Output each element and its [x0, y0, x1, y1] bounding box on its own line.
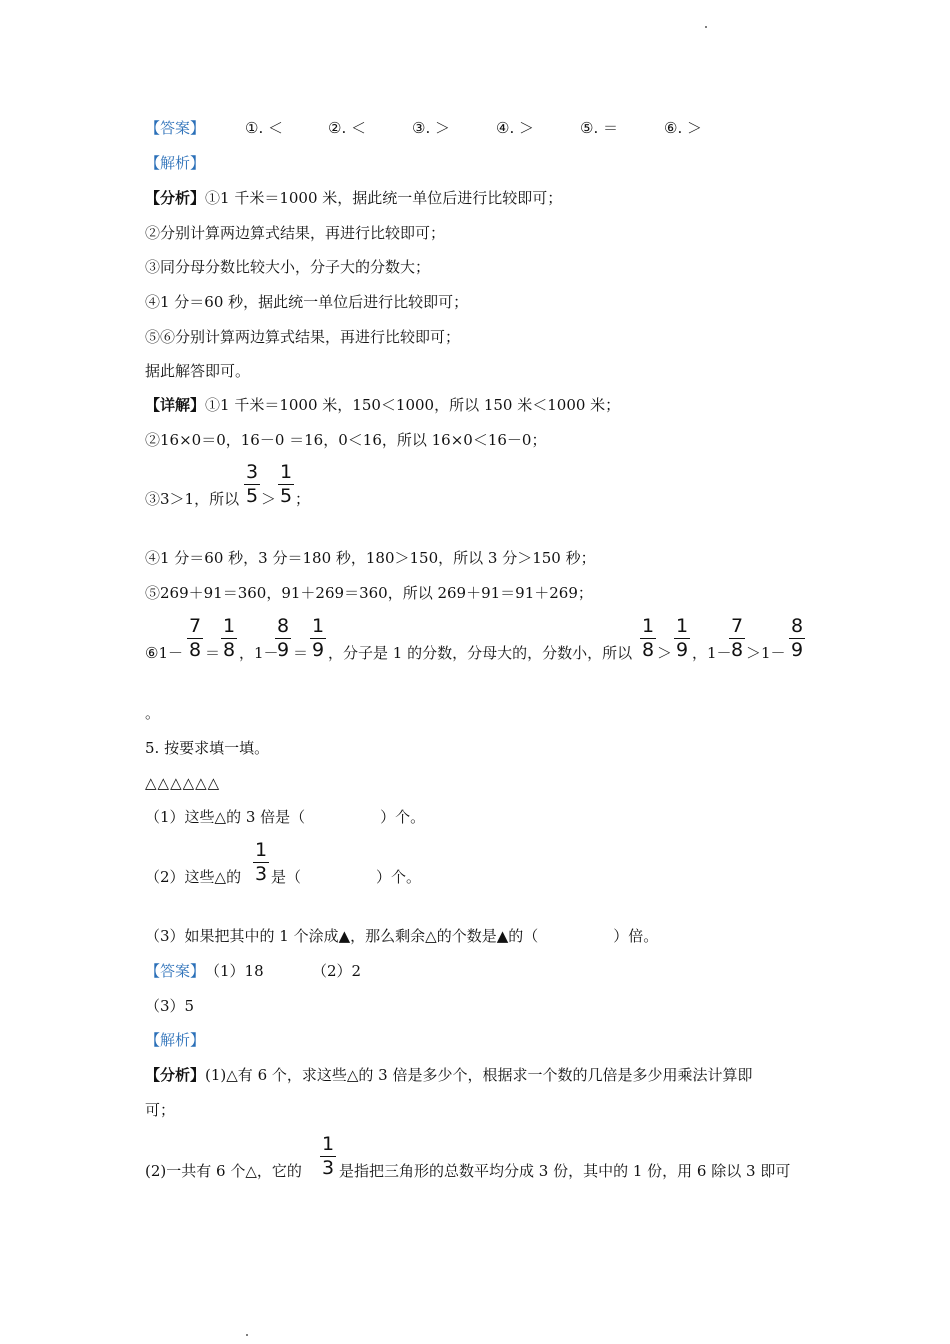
xj6-part-g: ，1－ — [692, 644, 732, 662]
xj6-part-h: ＞1－ — [746, 644, 786, 662]
xj6-part-c: ，1－ — [239, 644, 279, 662]
xiangjie-tag: 【详解】 — [145, 396, 206, 414]
fraction-1-3-analysis: $\frac{1}{3}$ — [321, 1133, 335, 1179]
xj6-part-d: ＝ — [293, 644, 309, 662]
answer-tag: 【答案】 — [145, 119, 206, 137]
fenxi-tag: 【分析】 — [145, 189, 206, 207]
fenxi-line-1 — [145, 188, 562, 208]
xj6-part-e: ，分子是 1 的分数，分母大的，分数小，所以 — [328, 644, 633, 662]
fraction-1-8-a: $\frac{1}{8}$ — [222, 615, 236, 661]
fraction-7-8: $\frac{7}{8}$ — [188, 615, 202, 661]
xiangjie-end: 。 — [145, 704, 161, 722]
xj6-part-a: ⑥1－ — [145, 644, 183, 662]
xiangjie-line-2: ②16×0＝0，16－0 ＝16，0＜16，所以 16×0＜16－0； — [145, 431, 547, 449]
answer-2: ②. ＜ — [328, 119, 366, 137]
q5-fenxi-text-1: (1)△有 6 个，求这些△的 3 倍是多少个，根据求一个数的几倍是多少用乘法计算即 — [205, 1066, 753, 1084]
xiangjie-line-3-gt: ＞ — [261, 490, 277, 508]
fraction-3-5: $\frac{3}{5}$ — [245, 461, 259, 507]
fenxi-text-1: ①1 千米＝1000 米，据此统一单位后进行比较即可； — [205, 189, 563, 207]
xiangjie-line-4: ④1 分＝60 秒，3 分＝180 秒，180＞150，所以 3 分＞150 秒； — [145, 549, 596, 567]
q5-triangles: △△△△△△ — [145, 774, 221, 792]
answer-6: ⑥. ＞ — [664, 119, 702, 137]
analysis-tag: 【解析】 — [145, 154, 206, 172]
answer-5: ⑤. ＝ — [580, 119, 618, 137]
answer-1: ①. ＜ — [245, 119, 283, 137]
q4-answer-line — [145, 118, 205, 138]
q5-fenxi-line-1b: 可； — [145, 1101, 176, 1119]
footer-dot — [246, 1334, 248, 1336]
q5-answer-tag: 【答案】 — [145, 962, 206, 980]
fraction-8-9-a: $\frac{8}{9}$ — [276, 615, 290, 661]
fenxi-line-3: ③同分母分数比较大小，分子大的分数大； — [145, 258, 431, 276]
q5-answer-2: （2）2 — [312, 962, 362, 980]
q5-answer-1: （1）18 — [205, 962, 264, 980]
q5-fenxi-line-1 — [145, 1065, 753, 1085]
fraction-8-9-b: $\frac{8}{9}$ — [790, 615, 804, 661]
fenxi-line-4: ④1 分＝60 秒，据此统一单位后进行比较即可； — [145, 293, 469, 311]
fraction-1-9-b: $\frac{1}{9}$ — [675, 615, 689, 661]
q5-fenxi-line-2-start: (2)一共有 6 个△，它的 — [145, 1162, 302, 1180]
q5-part-3: （3）如果把其中的 1 个涂成▲，那么剩余△的个数是▲的（ ）倍。 — [145, 927, 659, 945]
fenxi-line-5: ⑤⑥分别计算两边算式结果，再进行比较即可； — [145, 328, 461, 346]
fraction-7-8-b: $\frac{7}{8}$ — [730, 615, 744, 661]
fraction-1-8-b: $\frac{1}{8}$ — [641, 615, 655, 661]
xiangjie-line-1 — [145, 395, 620, 415]
q5-title: 5. 按要求填一填。 — [145, 739, 270, 757]
q5-answer-3: （3）5 — [145, 997, 195, 1015]
answer-3: ③. ＞ — [412, 119, 450, 137]
xiangjie-line-5: ⑤269＋91＝360，91＋269＝360，所以 269＋91＝91＋269； — [145, 584, 593, 602]
fraction-1-5: $\frac{1}{5}$ — [279, 461, 293, 507]
q5-fenxi-tag: 【分析】 — [145, 1066, 206, 1084]
q5-answer-line — [145, 961, 205, 981]
xiangjie-line-3-start: ③3＞1，所以 — [145, 490, 240, 508]
q5-part-2-start: （2）这些△的 — [145, 868, 242, 886]
xiangjie-text-1: ①1 千米＝1000 米，150＜1000，所以 150 米＜1000 米； — [205, 396, 621, 414]
answer-4: ④. ＞ — [496, 119, 534, 137]
xj6-part-b: ＝ — [205, 644, 221, 662]
xiangjie-line-3-end: ； — [295, 490, 311, 508]
fenxi-line-2: ②分别计算两边算式结果，再进行比较即可； — [145, 224, 446, 242]
xj6-part-f: ＞ — [657, 644, 673, 662]
fraction-1-9-a: $\frac{1}{9}$ — [311, 615, 325, 661]
q5-part-2-end: 是（ ）个。 — [271, 868, 422, 886]
header-dot — [705, 26, 707, 28]
q5-analysis-tag: 【解析】 — [145, 1031, 206, 1049]
fenxi-line-6: 据此解答即可。 — [145, 362, 251, 380]
q5-fenxi-line-2-end: 是指把三角形的总数平均分成 3 份，其中的 1 份，用 6 除以 3 即可 — [339, 1162, 791, 1180]
q5-part-1: （1）这些△的 3 倍是（ ）个。 — [145, 808, 426, 826]
fraction-1-3-q: $\frac{1}{3}$ — [254, 839, 268, 885]
